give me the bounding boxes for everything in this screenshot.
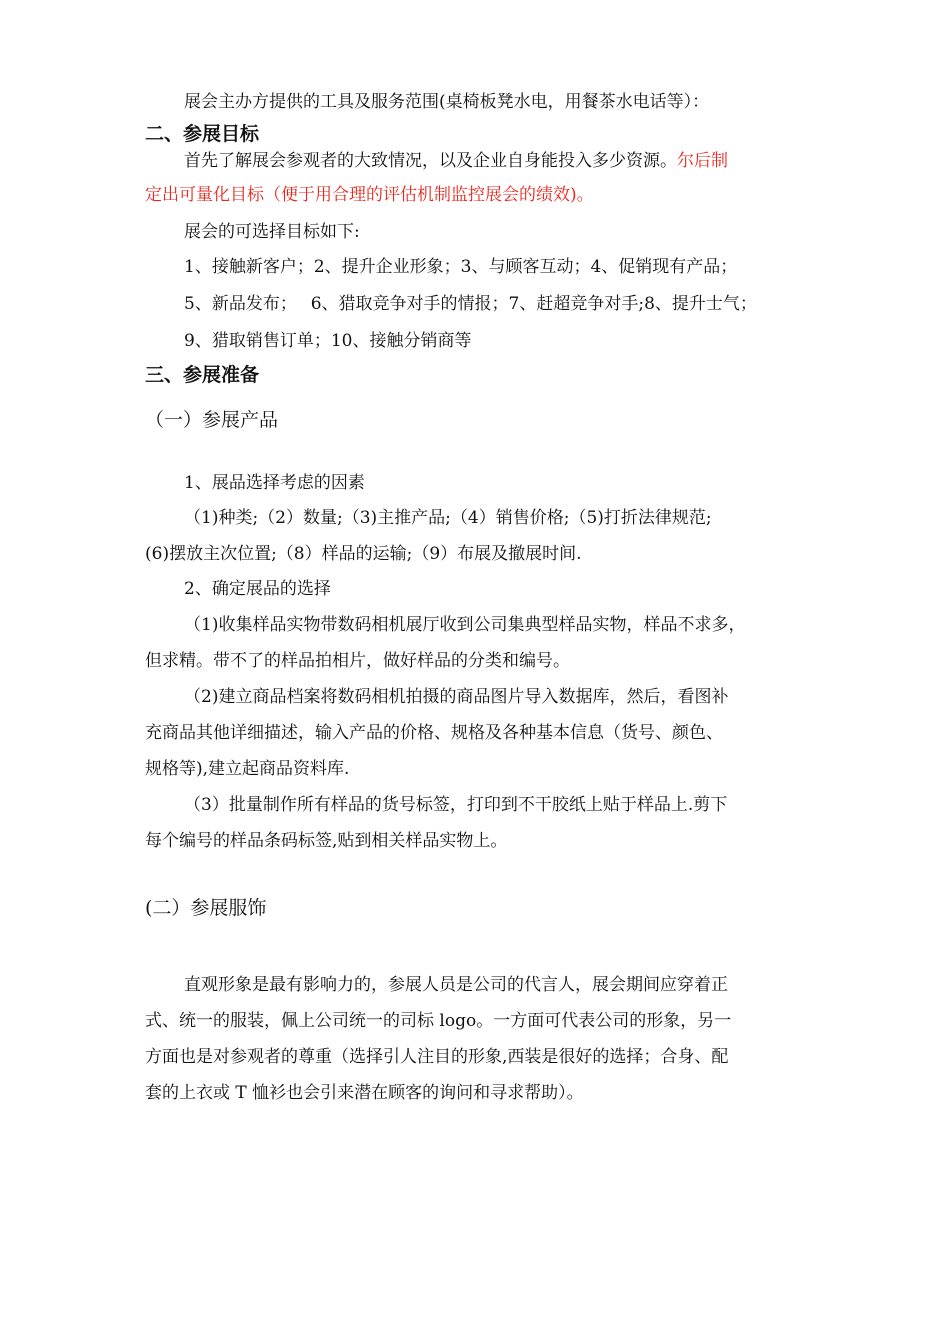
attire-para-line2: 式、统一的服装，佩上公司统一的司标 logo。一方面可代表公司的形象，另一 xyxy=(145,1011,732,1031)
item2-p1-line2: 但求精。带不了的样品拍相片，做好样品的分类和编号。 xyxy=(145,651,570,671)
intro-line: 展会主办方提供的工具及服务范围(桌椅板凳水电，用餐茶水电话等）： xyxy=(184,92,710,112)
item2-p2-line2: 充商品其他详细描述，输入产品的价格、规格及各种基本信息（货号、颜色、 xyxy=(145,723,723,743)
section2-para1-highlight: 尔后制 xyxy=(677,151,728,171)
attire-para-line1: 直观形象是最有影响力的，参展人员是公司的代言人，展会期间应穿着正 xyxy=(184,975,728,995)
item2-p3-line1: （3）批量制作所有样品的货号标签，打印到不干胶纸上贴于样品上.剪下 xyxy=(184,795,728,815)
item1-line2: (6)摆放主次位置;（8）样品的运输;（9）布展及撤展时间. xyxy=(145,544,582,564)
item1-line1: （1)种类;（2）数量;（3)主推产品;（4）销售价格;（5)打折法律规范; xyxy=(184,508,712,528)
section2-para1-line1 xyxy=(184,149,728,173)
attire-para-line3: 方面也是对参观者的尊重（选择引人注目的形象,西装是很好的选择；合身、配 xyxy=(145,1047,729,1067)
section2-para1-line2: 定出可量化目标（便于用合理的评估机制监控展会的绩效)。 xyxy=(145,185,594,205)
goals-line-2: 5、新品发布； 6、猎取竞争对手的情报；7、赶超竞争对手;8、提升士气； xyxy=(184,294,757,314)
item1-title: 1、展品选择考虑的因素 xyxy=(184,473,365,493)
item2-p3-line2: 每个编号的样品条码标签,贴到相关样品实物上。 xyxy=(145,831,508,851)
goals-line-1: 1、接触新客户；2、提升企业形象；3、与顾客互动；4、促销现有产品； xyxy=(184,257,738,277)
attire-para-line4: 套的上衣或 T 恤衫也会引来潜在顾客的询问和寻求帮助）。 xyxy=(145,1083,584,1103)
section3-heading: 三、参展准备 xyxy=(145,364,260,386)
goals-line-3: 9、猎取销售订单；10、接触分销商等 xyxy=(184,331,472,351)
section2-heading: 二、参展目标 xyxy=(145,123,260,145)
section2-para2: 展会的可选择目标如下: xyxy=(184,222,360,242)
item2-title: 2、确定展品的选择 xyxy=(184,579,331,599)
subsection2-title: (二）参展服饰 xyxy=(145,897,267,919)
item2-p2-line3: 规格等),建立起商品资料库. xyxy=(145,759,350,779)
section2-para1-text: 首先了解展会参观者的大致情况，以及企业自身能投入多少资源。 xyxy=(184,151,677,171)
subsection1-title: （一）参展产品 xyxy=(145,409,279,431)
item2-p2-line1: （2)建立商品档案将数码相机拍摄的商品图片导入数据库，然后，看图补 xyxy=(184,687,729,707)
item2-p1-line1: （1)收集样品实物带数码相机展厅收到公司集典型样品实物，样品不求多， xyxy=(184,615,746,635)
